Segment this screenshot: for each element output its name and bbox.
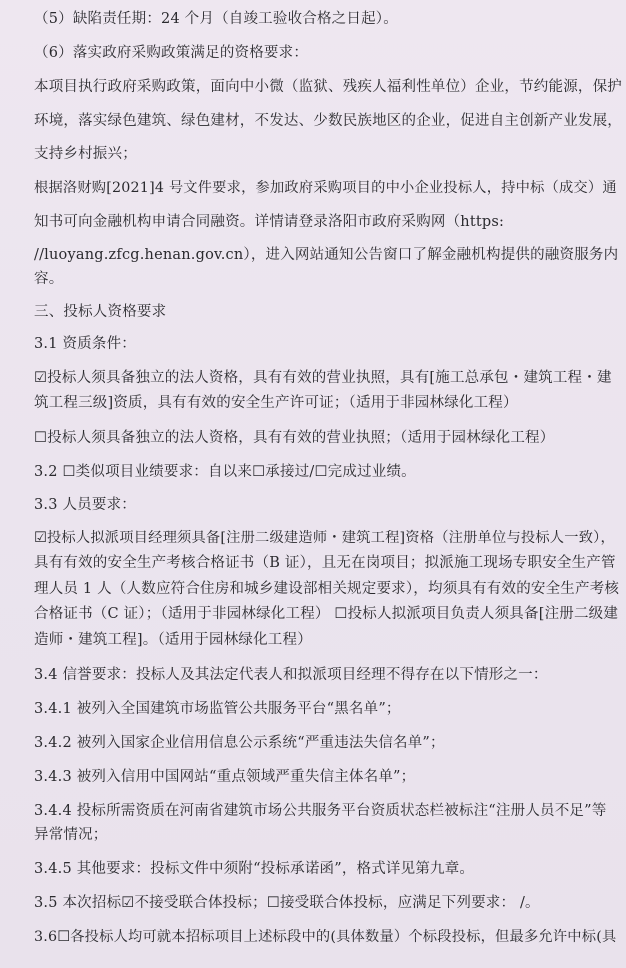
subheading-qualification-conditions: 3.1 资质条件： [34, 336, 136, 352]
text-line: ☑投标人拟派项目经理须具备[注册二级建造师・建筑工程]资格（注册单位与投标人一致）， [34, 530, 615, 546]
text-line: ☑投标人须具备独立的法人资格，具有有效的营业执照，具有[施工总承包・建筑工程・建 [34, 370, 612, 386]
text-line: 理人员 1 人（人数应符合住房和城乡建设部相关规定要求），均须具有有效的安全生产考核 [34, 581, 620, 597]
subheading-personnel-requirements: 3.3 人员要求： [34, 497, 136, 513]
text-line: 3.4.3 被列入信用中国网站“重点领域严重失信主体名单”； [34, 769, 416, 785]
text-line: 3.4.5 其他要求：投标文件中须附“投标承诺函”，格式详见第九章。 [34, 861, 475, 877]
text-line: 根据洛财购[2021]4 号文件要求，参加政府采购项目的中小企业投标人，持中标（成交）通 [34, 180, 617, 196]
text-line: 异常情况； [34, 827, 108, 843]
section-heading-bidder-qualifications: 三、投标人资格要求 [34, 304, 167, 320]
text-line-joint-bidding: 3.5 本次招标☑不接受联合体投标；☐接受联合体投标，应满足下列要求： /。 [34, 895, 540, 911]
text-line: 合格证书（C 证）；（适用于非园林绿化工程） ☐投标人拟派项目负责人须具备[注册二级建 [34, 606, 619, 622]
text-line: 本项目执行政府采购政策，面向中小微（监狱、残疾人福利性单位）企业，节约能源，保护 [34, 79, 622, 95]
text-line: 造师・建筑工程]。（适用于园林绿化工程） [34, 632, 312, 648]
subheading-credit-requirements: 3.4 信誉要求：投标人及其法定代表人和拟派项目经理不得存在以下情形之一： [34, 667, 548, 683]
text-line: 筑工程三级]资质，具有有效的安全生产许可证；（适用于非园林绿化工程） [34, 395, 518, 411]
text-line: ☐投标人须具备独立的法人资格，具有有效的营业执照；（适用于园林绿化工程） [34, 430, 555, 446]
text-line: 3.4.1 被列入全国建筑市场监管公共服务平台“黑名单”； [34, 701, 401, 717]
text-line: 3.4.4 投标所需资质在河南省建筑市场公共服务平台资质状态栏被标注“注册人员不足”等 [34, 803, 607, 819]
text-line-similar-project-requirement: 3.2 ☐类似项目业绩要求：自以来☐承接过/☐完成过业绩。 [34, 464, 416, 480]
text-line: 容。 [34, 271, 64, 287]
text-line: 环境，落实绿色建筑、绿色建材，不发达、少数民族地区的企业，促进自主创新产业发展， [34, 113, 622, 129]
text-line: 支持乡村振兴； [34, 146, 137, 162]
text-line: //luoyang.zfcg.henan.gov.cn），进入网站通知公告窗口了解金融机构提供的融资服务内 [34, 247, 619, 263]
text-line: 3.4.2 被列入国家企业信用信息公示系统“严重违法失信名单”； [34, 735, 445, 751]
text-line-lot-bidding: 3.6☐各投标人均可就本招标项目上述标段中的(具体数量）个标段投标，但最多允许中标(具 [34, 929, 617, 945]
text-line: 知书可向金融机构申请合同融资。详情请登录洛阳市政府采购网（https: [34, 214, 505, 230]
text-line-defect-period: （5）缺陷责任期：24 个月（自竣工验收合格之日起）。 [34, 11, 398, 27]
text-line-procurement-policy-heading: （6）落实政府采购政策满足的资格要求： [34, 45, 309, 61]
text-line: 具有有效的安全生产考核合格证书（B 证），且无在岗项目；拟派施工现场专职安全生产管 [34, 555, 616, 571]
